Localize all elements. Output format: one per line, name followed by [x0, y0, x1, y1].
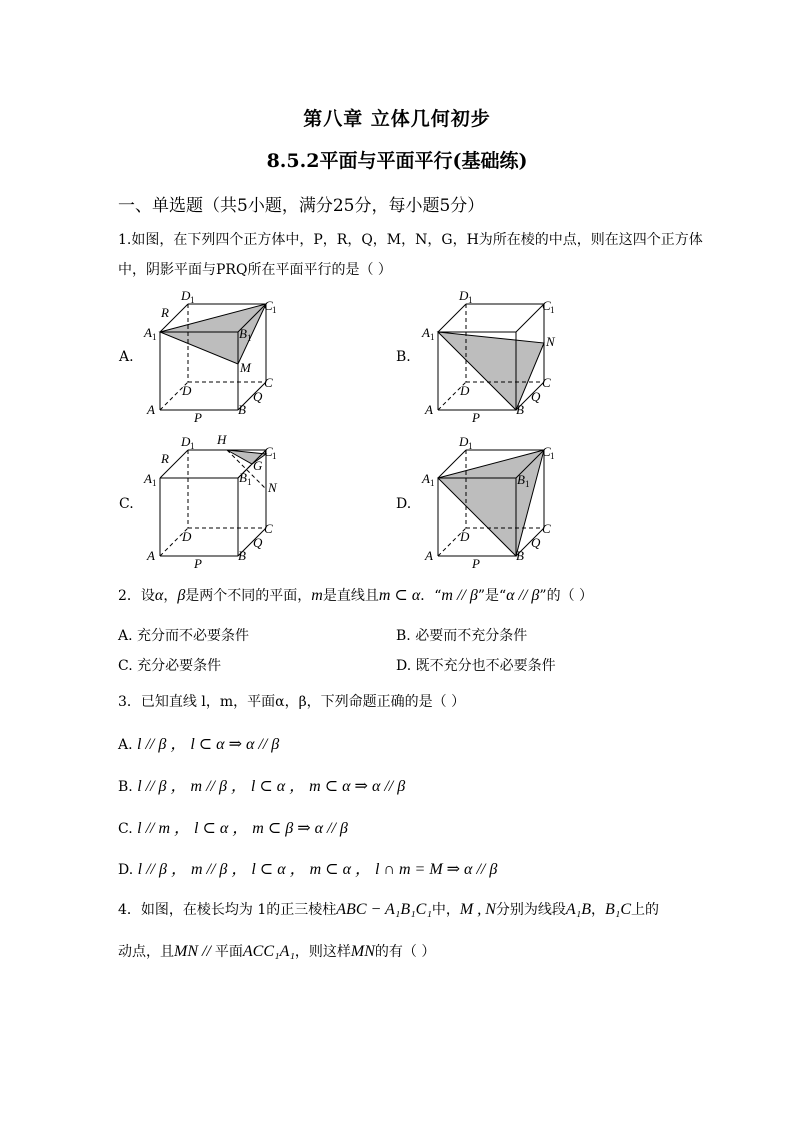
- q3-option-d[interactable]: D. l // β ， m // β ， l ⊂ α ， m ⊂ α ， l ∩ m = M ⇒ α // β: [118, 861, 498, 878]
- label-a: A: [147, 548, 155, 563]
- label-r: R: [161, 451, 169, 466]
- svg-text:1: 1: [272, 305, 277, 315]
- q1-option-a-letter[interactable]: A.: [119, 349, 134, 365]
- q1-option-d-letter[interactable]: D.: [396, 496, 412, 512]
- q2-stem: 2．设α，β是两个不同的平面，m是直线且m ⊂ α．“m // β”是“α // β”的（ ）: [118, 587, 594, 604]
- label-d1: D: [181, 434, 191, 449]
- label-d1: D: [459, 288, 469, 303]
- svg-text:1: 1: [525, 479, 530, 489]
- label-d: D: [460, 383, 470, 398]
- label-a1: A: [144, 471, 152, 486]
- svg-text:1: 1: [190, 295, 195, 305]
- svg-text:1: 1: [550, 305, 555, 315]
- label-n: N: [268, 480, 277, 495]
- label-g: G: [253, 458, 263, 473]
- label-p: P: [194, 410, 202, 425]
- q3-option-c[interactable]: C. l // m ， l ⊂ α ， m ⊂ β ⇒ α // β: [118, 820, 348, 837]
- label-d1: D: [459, 434, 469, 449]
- svg-text:1: 1: [272, 451, 277, 461]
- cube-figure-a: [140, 286, 290, 426]
- label-c1: C: [542, 444, 551, 459]
- q2-option-d[interactable]: D. 既不充分也不必要条件: [396, 658, 556, 674]
- label-d: D: [460, 529, 470, 544]
- label-b: B: [238, 402, 246, 417]
- svg-text:1: 1: [468, 295, 473, 305]
- label-q: Q: [531, 535, 541, 550]
- q1-stem-line2: 中，阴影平面与PRQ所在平面平行的是（ ）: [118, 262, 392, 278]
- svg-text:1: 1: [247, 333, 252, 343]
- label-h: H: [217, 432, 227, 447]
- page-title: 8.5.2平面与平面平行(基础练): [266, 150, 528, 172]
- q2-option-c[interactable]: C. 充分必要条件: [118, 658, 222, 674]
- label-c1: C: [542, 298, 551, 313]
- label-b1: B: [517, 472, 525, 487]
- label-c: C: [542, 521, 551, 536]
- cube-figure-c: [140, 432, 290, 572]
- section-title: 一、单选题（共5小题，满分25分，每小题5分）: [118, 196, 485, 216]
- label-a1: A: [144, 325, 152, 340]
- q3-stem: 3．已知直线 l，m，平面α，β，下列命题正确的是（ ）: [118, 694, 466, 710]
- q3-option-b[interactable]: B. l // β ， m // β ， l ⊂ α ， m ⊂ α ⇒ α // β: [118, 778, 406, 795]
- q3-option-a[interactable]: A. l // β ， l ⊂ α ⇒ α // β: [118, 736, 280, 753]
- label-c1: C: [264, 298, 273, 313]
- label-d: D: [182, 383, 192, 398]
- label-b: B: [238, 548, 246, 563]
- label-b: B: [516, 548, 524, 563]
- svg-text:1: 1: [468, 441, 473, 451]
- label-m: M: [240, 360, 251, 375]
- label-c: C: [264, 375, 273, 390]
- q4-stem-line1: 4．如图，在棱长均为 1的正三棱柱ABC − A₁B₁C₁中，M , N分别为线段A₁B，B₁C上的: [118, 901, 660, 918]
- label-a: A: [425, 402, 433, 417]
- label-q: Q: [253, 389, 263, 404]
- label-q: Q: [531, 389, 541, 404]
- label-b1: B: [239, 326, 247, 341]
- q1-option-b-letter[interactable]: B.: [396, 349, 411, 365]
- label-c: C: [264, 521, 273, 536]
- q4-stem-line2: 动点，且MN // 平面ACC₁A₁，则这样MN的有（ ）: [118, 943, 436, 960]
- cube-figure-d: [418, 432, 568, 572]
- label-c1: C: [264, 444, 273, 459]
- svg-text:1: 1: [430, 332, 435, 342]
- svg-text:1: 1: [152, 478, 157, 488]
- label-p: P: [472, 556, 480, 571]
- label-d: D: [182, 529, 192, 544]
- label-d1: D: [181, 288, 191, 303]
- label-a: A: [425, 548, 433, 563]
- svg-text:1: 1: [190, 441, 195, 451]
- label-q: Q: [253, 535, 263, 550]
- label-a1: A: [422, 471, 430, 486]
- label-p: P: [472, 410, 480, 425]
- svg-text:1: 1: [550, 451, 555, 461]
- svg-text:1: 1: [152, 332, 157, 342]
- svg-text:1: 1: [430, 478, 435, 488]
- label-b: B: [516, 402, 524, 417]
- label-a: A: [147, 402, 155, 417]
- label-p: P: [194, 556, 202, 571]
- q1-stem-line1: 1.如图，在下列四个正方体中，P，R，Q，M，N，G，H为所在棱的中点，则在这四个正方体: [118, 232, 703, 248]
- q2-option-a[interactable]: A. 充分而不必要条件: [118, 628, 250, 644]
- svg-text:1: 1: [247, 477, 252, 487]
- label-n: N: [546, 334, 555, 349]
- q2-option-b[interactable]: B. 必要而不充分条件: [396, 628, 528, 644]
- label-b1: B: [239, 470, 247, 485]
- label-r: R: [161, 305, 169, 320]
- q1-option-c-letter[interactable]: C.: [119, 496, 134, 512]
- label-a1: A: [422, 325, 430, 340]
- chapter-title: 第八章 立体几何初步: [303, 108, 491, 130]
- cube-figure-b: [418, 286, 568, 426]
- label-c: C: [542, 375, 551, 390]
